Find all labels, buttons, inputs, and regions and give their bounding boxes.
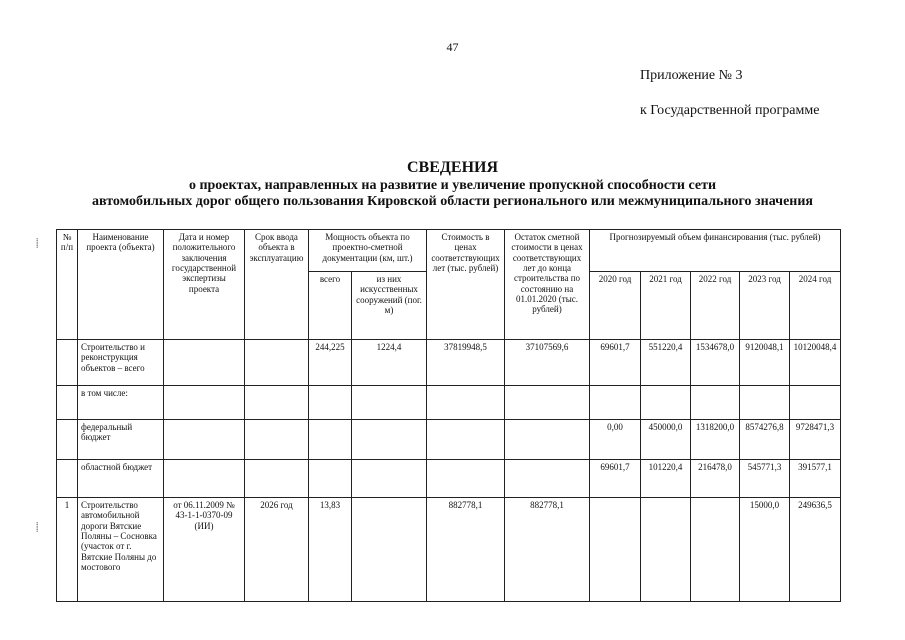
header-year-2024: 2024 год (790, 272, 841, 340)
row-remaining: 882778,1 (505, 498, 590, 602)
row-deadline: 2026 год (245, 498, 309, 602)
row-num (57, 420, 78, 460)
row-name: Строительство и реконструкция объектов – всего (78, 340, 164, 386)
header-expertise: Дата и номер положительного заключения государственной экспертизы проекта (164, 230, 245, 340)
header-deadline: Срок ввода объекта в эксплуатацию (245, 230, 309, 340)
row-year-value: 551220,4 (641, 340, 691, 386)
row-year-value: 0,00 (590, 420, 641, 460)
row-remaining (505, 460, 590, 498)
row-year-value (691, 498, 740, 602)
row-deadline (245, 420, 309, 460)
page-number: 47 (446, 40, 459, 54)
margin-mark: ⸽ (36, 522, 39, 532)
document-subtitle-line-2: автомобильных дорог общего пользования Кировской области регионального или межмуниципального значения (92, 194, 813, 209)
margin-mark: ⸽ (36, 238, 39, 248)
row-year-value (740, 386, 790, 420)
row-cost (427, 420, 505, 460)
row-year-value (790, 386, 841, 420)
table-row (57, 460, 841, 498)
table-body (57, 340, 841, 602)
row-year-value: 9728471,3 (790, 420, 841, 460)
row-name: федеральный бюджет (78, 420, 164, 460)
row-capacity-total (309, 386, 352, 420)
header-forecast: Прогнозируемый объем финансирования (тыс. рублей) (590, 230, 841, 272)
row-name: Строительство автомобильной дороги Вятские Поляны – Сосновка (участок от г. Вятские Поляны до мостового (78, 498, 164, 602)
row-name: областной бюджет (78, 460, 164, 498)
row-year-value (590, 386, 641, 420)
row-year-value: 1534678,0 (691, 340, 740, 386)
row-name: в том числе: (78, 386, 164, 420)
header-name: Наименование проекта (объекта) (78, 230, 164, 340)
row-year-value: 69601,7 (590, 340, 641, 386)
header-cost: Стоимость в ценах соответствующих лет (тыс. рублей) (427, 230, 505, 340)
row-capacity-total (309, 460, 352, 498)
header-year-2023: 2023 год (740, 272, 790, 340)
header-capacity-total: всего (309, 272, 352, 340)
row-year-value: 450000,0 (641, 420, 691, 460)
header-remaining: Остаток сметной стоимости в ценах соответствующих лет до конца строительства по состоянию на 01.01.2020 (тыс. рублей) (505, 230, 590, 340)
document-title: СВЕДЕНИЯ (406, 159, 499, 176)
row-expertise (164, 420, 245, 460)
row-capacity-total: 13,83 (309, 498, 352, 602)
header-year-2021: 2021 год (641, 272, 691, 340)
row-remaining (505, 420, 590, 460)
row-year-value: 391577,1 (790, 460, 841, 498)
row-year-value: 10120048,4 (790, 340, 841, 386)
row-num (57, 386, 78, 420)
row-deadline (245, 340, 309, 386)
appendix-label: Приложение № 3 (640, 68, 743, 83)
row-cost (427, 460, 505, 498)
row-capacity-structures (352, 460, 427, 498)
row-remaining: 37107569,6 (505, 340, 590, 386)
row-year-value (641, 498, 691, 602)
row-deadline (245, 386, 309, 420)
row-num: 1 (57, 498, 78, 602)
row-expertise (164, 340, 245, 386)
row-deadline (245, 460, 309, 498)
row-year-value (691, 386, 740, 420)
row-cost: 37819948,5 (427, 340, 505, 386)
row-year-value: 101220,4 (641, 460, 691, 498)
row-remaining (505, 386, 590, 420)
row-capacity-structures (352, 498, 427, 602)
projects-table (56, 229, 841, 602)
row-year-value: 216478,0 (691, 460, 740, 498)
table-row (57, 340, 841, 386)
row-expertise (164, 386, 245, 420)
row-cost (427, 386, 505, 420)
row-capacity-structures (352, 386, 427, 420)
table-row (57, 498, 841, 602)
header-num: № п/п (57, 230, 78, 340)
row-expertise: от 06.11.2009 № 43-1-1-0370-09 (ИИ) (164, 498, 245, 602)
header-year-2020: 2020 год (590, 272, 641, 340)
table-row (57, 420, 841, 460)
row-year-value (590, 498, 641, 602)
row-year-value: 15000,0 (740, 498, 790, 602)
row-year-value: 8574276,8 (740, 420, 790, 460)
row-capacity-structures (352, 420, 427, 460)
header-capacity-structures: из них искусственных сооружений (пог. м) (352, 272, 427, 340)
row-expertise (164, 460, 245, 498)
row-year-value (641, 386, 691, 420)
document-subtitle-line-1: о проектах, направленных на развитие и увеличение пропускной способности сети (188, 178, 717, 193)
header-year-2022: 2022 год (691, 272, 740, 340)
row-year-value: 545771,3 (740, 460, 790, 498)
row-year-value: 1318200,0 (691, 420, 740, 460)
header-capacity: Мощность объекта по проектно-сметной документации (км, шт.) (309, 230, 427, 272)
row-year-value: 69601,7 (590, 460, 641, 498)
row-year-value: 249636,5 (790, 498, 841, 602)
row-num (57, 340, 78, 386)
row-capacity-total: 244,225 (309, 340, 352, 386)
appendix-reference: к Государственной программе (640, 103, 820, 118)
row-capacity-total (309, 420, 352, 460)
row-num (57, 460, 78, 498)
table-row (57, 386, 841, 420)
row-year-value: 9120048,1 (740, 340, 790, 386)
row-capacity-structures: 1224,4 (352, 340, 427, 386)
row-cost: 882778,1 (427, 498, 505, 602)
